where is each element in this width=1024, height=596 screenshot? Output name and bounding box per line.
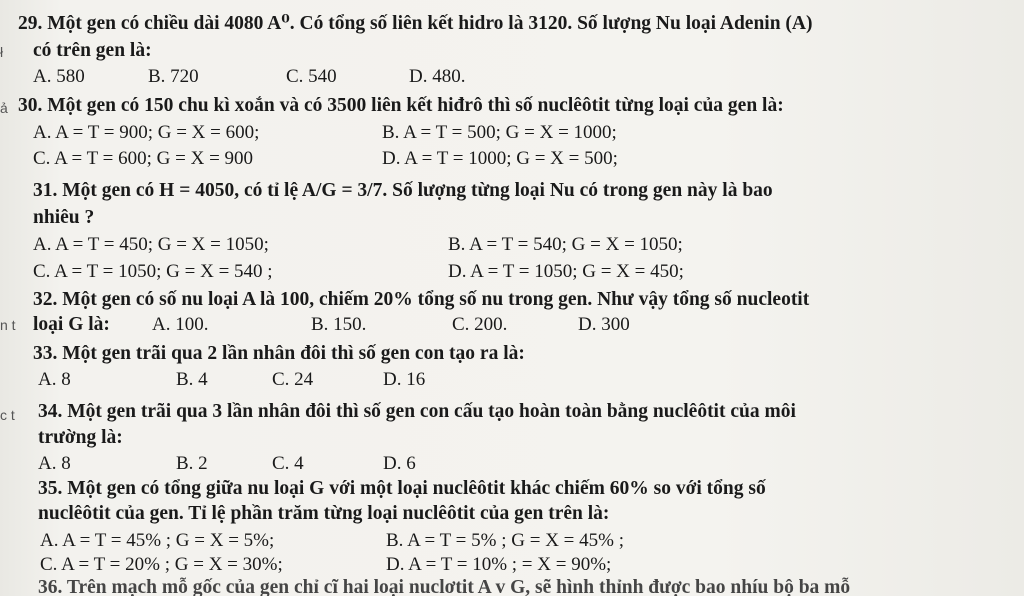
q32-option-b: B. 150. bbox=[311, 314, 367, 335]
q31-option-d: D. A = T = 1050; G = X = 450; bbox=[448, 261, 684, 282]
q30-option-a: A. A = T = 900; G = X = 600; bbox=[33, 122, 260, 143]
margin-mark: c t bbox=[0, 407, 15, 423]
q30-option-c: C. A = T = 600; G = X = 900 bbox=[33, 148, 254, 169]
q35-option-c: C. A = T = 20% ; G = X = 30%; bbox=[40, 554, 283, 575]
q33-option-d: D. 16 bbox=[383, 369, 426, 390]
q29-option-c: C. 540 bbox=[286, 66, 337, 87]
q33-option-b: B. 4 bbox=[176, 369, 208, 390]
question-36-text: 36. Trên mạch mỗ gốc của gen chỉ cĩ hai loại nuclơtit A v G, sẽ hình thỉnh được bao nhíu bộ ba mỗ bbox=[38, 577, 851, 596]
q31-option-b: B. A = T = 540; G = X = 1050; bbox=[448, 234, 683, 255]
question-32-text-cont: loại G là: bbox=[33, 314, 110, 335]
question-36-clip bbox=[0, 577, 1024, 596]
q34-option-c: C. 4 bbox=[272, 453, 304, 474]
q33-option-c: C. 24 bbox=[272, 369, 314, 390]
q29-option-a: A. 580 bbox=[33, 66, 85, 87]
question-35-text: 35. Một gen có tổng giữa nu loại G với một loại nuclêôtit khác chiếm 60% so với tổng số bbox=[38, 478, 766, 499]
q33-option-a: A. 8 bbox=[38, 369, 71, 390]
question-30-text: 30. Một gen có 150 chu kì xoắn và có 3500 liên kết hiđrô thì số nuclêôtit từng loại của gen là: bbox=[18, 95, 784, 116]
question-29-text: 29. Một gen có chiều dài 4080 A⁰. Có tổng số liên kết hidro là 3120. Số lượng Nu loại Adenin (A) bbox=[18, 13, 813, 34]
question-31-text-cont: nhiêu ? bbox=[33, 207, 95, 228]
question-31-text: 31. Một gen có H = 4050, có tỉ lệ A/G = 3/7. Số lượng từng loại Nu có trong gen này là bao bbox=[33, 180, 773, 201]
margin-mark: ả bbox=[0, 100, 8, 116]
q31-option-a: A. A = T = 450; G = X = 1050; bbox=[33, 234, 269, 255]
q34-option-b: B. 2 bbox=[176, 453, 208, 474]
q34-option-a: A. 8 bbox=[38, 453, 71, 474]
question-35-text-cont: nuclêôtit của gen. Tỉ lệ phần trăm từng loại nuclêôtit của gen trên là: bbox=[38, 503, 610, 524]
question-32-text: 32. Một gen có số nu loại A là 100, chiếm 20% tổng số nu trong gen. Như vậy tổng số nucleotit bbox=[33, 289, 810, 310]
q32-option-a: A. 100. bbox=[152, 314, 209, 335]
margin-mark: ł bbox=[0, 44, 4, 60]
q30-option-d: D. A = T = 1000; G = X = 500; bbox=[382, 148, 618, 169]
q35-option-a: A. A = T = 45% ; G = X = 5%; bbox=[40, 530, 275, 551]
q34-option-d: D. 6 bbox=[383, 453, 416, 474]
margin-mark: n t bbox=[0, 317, 16, 333]
q30-option-b: B. A = T = 500; G = X = 1000; bbox=[382, 122, 617, 143]
q35-option-b: B. A = T = 5% ; G = X = 45% ; bbox=[386, 530, 624, 551]
q32-option-c: C. 200. bbox=[452, 314, 508, 335]
q29-option-d: D. 480. bbox=[409, 66, 466, 87]
question-29-text-cont: có trên gen là: bbox=[33, 40, 152, 61]
question-33-text: 33. Một gen trãi qua 2 lần nhân đôi thì số gen con tạo ra là: bbox=[33, 343, 525, 364]
q32-option-d: D. 300 bbox=[578, 314, 630, 335]
q29-option-b: B. 720 bbox=[148, 66, 199, 87]
question-34-text: 34. Một gen trãi qua 3 lần nhân đôi thì số gen con cấu tạo hoàn toàn bằng nuclêôtit của môi bbox=[38, 401, 796, 422]
question-34-text-cont: trường là: bbox=[38, 427, 123, 448]
q31-option-c: C. A = T = 1050; G = X = 540 ; bbox=[33, 261, 273, 282]
q35-option-d: D. A = T = 10% ; = X = 90%; bbox=[386, 554, 612, 575]
